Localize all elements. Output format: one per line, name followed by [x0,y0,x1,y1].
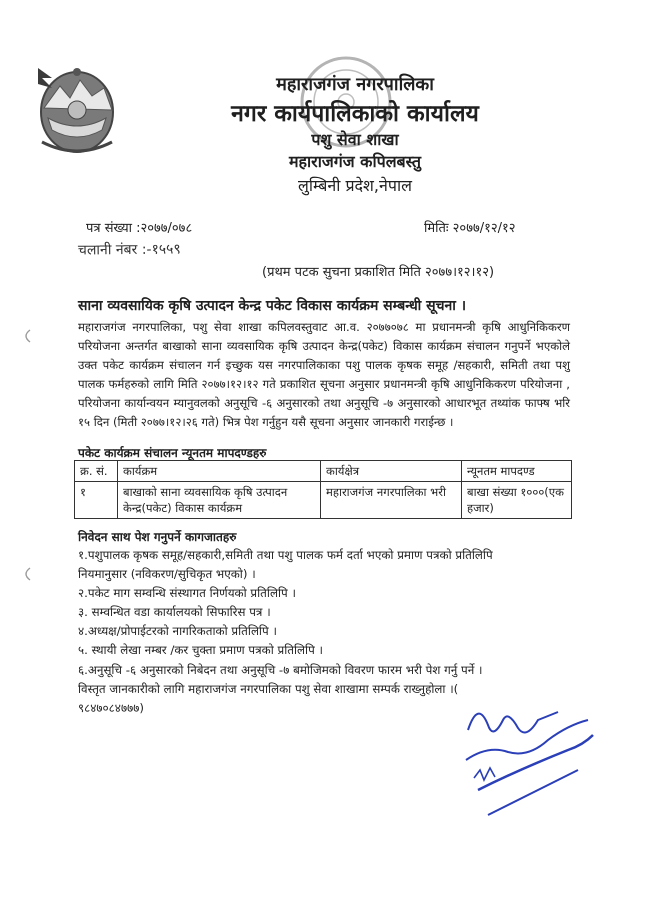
letter-date: मितिः २०७७/१२/१२ [424,221,516,236]
criteria-table [74,460,572,519]
list-item: ५. स्थायी लेखा नम्बर /कर चुक्ता प्रमाण पत्रको प्रतिलिपि । [78,643,324,658]
notice-subject: साना व्यवसायिक कृषि उत्पादन केन्द्र पकेट विकास कार्यक्रम सम्बन्धी सूचना । [78,298,467,314]
municipality-name: महाराजगंज नगरपालिका [276,74,434,95]
table-header-cell: क्र. सं. [75,461,118,482]
section-name: पशु सेवा शाखा [311,130,399,149]
publication-note: (प्रथम पटक सुचना प्रकाशित मिति २०७७।१२।१२) [262,265,495,280]
nepal-emblem-icon [30,60,124,156]
signature-icon [448,690,598,830]
table-cell: बाखा संख्या १०००(एक हजार) [462,482,572,519]
table-cell: महाराजगंज नगरपालिका भरी [321,482,462,519]
notice-paragraph: महाराजगंज नगरपालिका, पशु सेवा शाखा कपिलवस्तुवाट आ.व. २०७७०७८ मा प्रधानमन्त्री कृषि आधुनिकिकरण परियोजना अन्तर्गत बाखाको साना व्यवसायिक कृषि उत्पादन केन्द्र(पकेट) विकास कार्यक्रम संचालन गनुपर्ने भएकोले उक्त पकेट कार्यक्रम संचालन गर्न इच्छुक यस नगरपालिकाका पशु पालक कृषक समूह /सहकारी, समिती तथा पशु पालक फर्महरुको लागि मिति २०७७।१२।१२ गते प्रकाशित सूचना अनुसार प्रधानमन्त्री कृषि आधुनिकिकरण परियोजना , परियोजना कार्यान्वयन म्यानुवलको अनुसूचि -६ अनुसारको तथा अनुसूचि -७ अनुसारको आधारभूत तथ्यांक फाफ्ष भरि १५ दिन (मिती २०७७।१२।२६ गते) भित्र पेश गर्नुहुन यसै सूचना अनुसार जानकारी गराईन्छ । [78,320,570,429]
table-cell: १ [75,482,118,519]
punch-hole-mark-icon [20,328,32,344]
list-item: ४.अध्यक्ष/प्रोपाईटरको नागरिकताको प्रतिलिपि । [78,624,277,639]
table-header-row [75,461,572,482]
list-item: नियमानुसार (नविकरण/सुचिकृत भएको) । [78,567,256,582]
list-item: १.पशुपालक कृषक समूह/सहकारी,समिती तथा पशु पालक फर्म दर्ता भएको प्रमाण पत्रको प्रतिलिपि [78,548,493,562]
criteria-heading: पकेट कार्यक्रम संचालन न्यूनतम मापदण्डहरु [78,446,267,460]
table-header-cell: कार्यक्षेत्र [321,461,462,482]
punch-hole-mark-icon [20,566,32,582]
table-cell: बाखाको साना व्यवसायिक कृषि उत्पादन केन्द्र(पकेट) विकास कार्यक्रम [118,482,321,519]
list-item: ३. सम्वन्धित वडा कार्यालयको सिफारिस पत्र । [78,605,271,620]
list-item: ९८४७०८४७७७) [78,700,144,715]
table-header-cell: न्यूनतम मापदण्ड [462,461,572,482]
list-item: ६.अनुसूचि -६ अनुसारको निबेदन तथा अनुसूचि -७ बमोजिमको विवरण फारम भरी पेश गर्नु पर्ने । [78,662,483,677]
table-header-cell: कार्यक्रम [118,461,321,482]
reference-number: पत्र संख्या :२०७७/०७८ [86,221,193,236]
documents-heading: निवेदन साथ पेश गनुपर्ने कागजातहरु [78,530,237,544]
province-line: लुम्बिनी प्रदेश,नेपाल [298,176,412,195]
office-title: नगर कार्यपालिकाको कार्यालय [231,101,479,127]
table-row [75,482,572,519]
dispatch-number: चलानी नंबर :-१५५९ [77,241,181,259]
office-location: महाराजगंज कपिलबस्तु [288,152,422,171]
list-item: विस्तृत जानकारीको लागि महाराजगंज नगरपालिका पशु सेवा शाखामा सम्पर्क राख्नुहोला ।( [78,681,459,696]
list-item: २.पकेट माग सम्वन्धि संस्थागत निर्णयको प्रतिलिपि । [78,586,296,601]
